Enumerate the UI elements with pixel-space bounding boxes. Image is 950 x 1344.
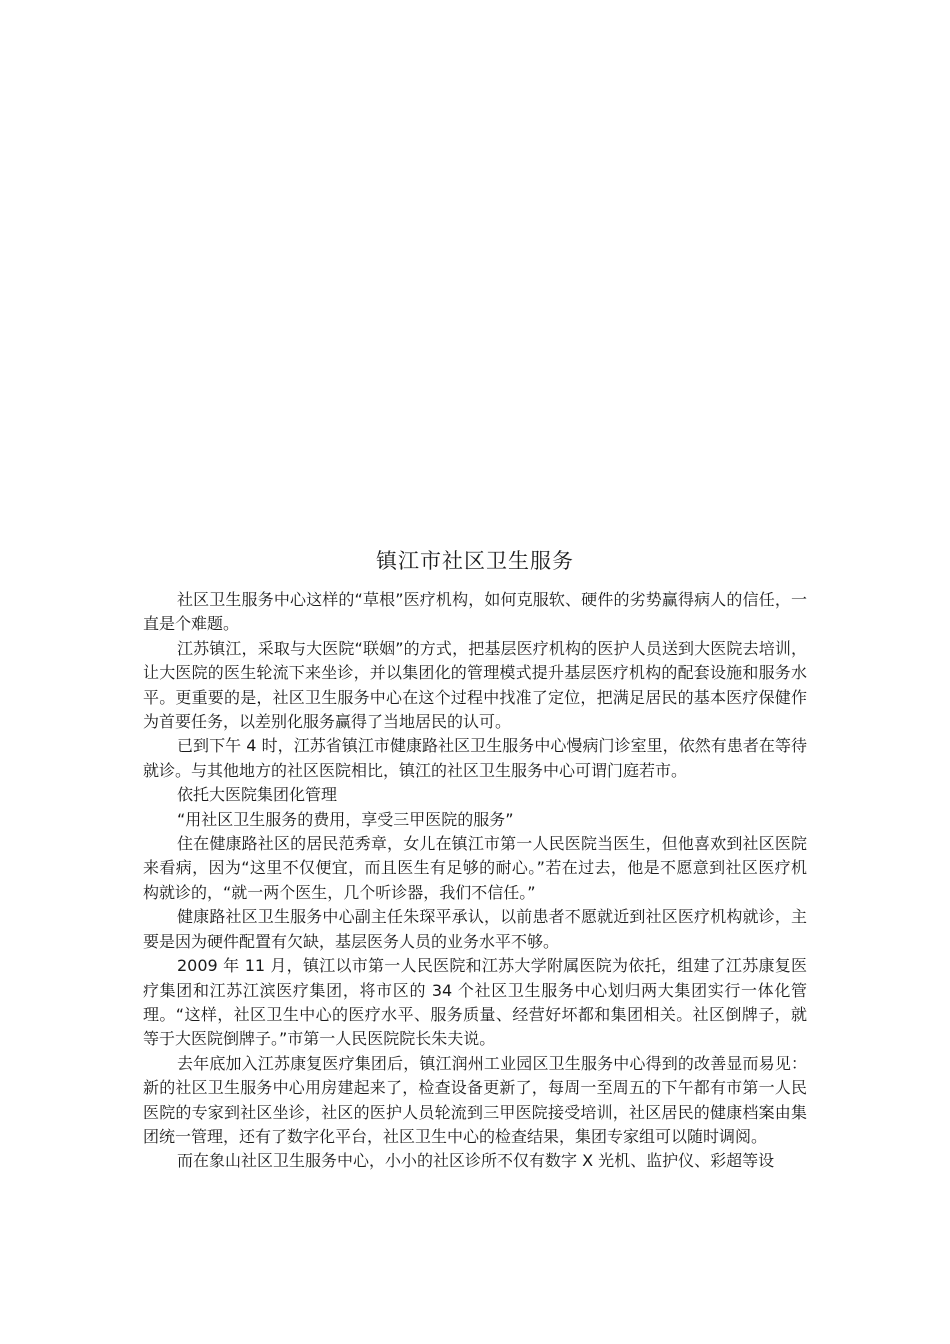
paragraph: 江苏镇江，采取与大医院“联姻”的方式，把基层医疗机构的医护人员送到大医院去培训，让大医院的医生轮流下来坐诊，并以集团化的管理模式提升基层医疗机构的配套设施和服务水平。更重要的是，社区卫生服务中心在这个过程中找准了定位，把满足居民的基本医疗保健作为首要任务，以差别化服务赢得了当地居民的认可。	[143, 638, 807, 732]
paragraph: 已到下午 4 时，江苏省镇江市健康路社区卫生服务中心慢病门诊室里，依然有患者在等待就诊。与其他地方的社区医院相比，镇江的社区卫生服务中心可谓门庭若市。	[143, 736, 807, 780]
paragraph: 健康路社区卫生服务中心副主任朱琛平承认，以前患者不愿就近到社区医疗机构就诊，主要是因为硬件配置有欠缺，基层医务人员的业务水平不够。	[143, 907, 807, 951]
section-heading: 依托大医院集团化管理	[177, 785, 338, 805]
paragraph: 而在象山社区卫生服务中心，小小的社区诊所不仅有数字 X 光机、监护仪、彩超等设	[177, 1151, 775, 1171]
paragraph: 2009 年 11 月，镇江以市第一人民医院和江苏大学附属医院为依托，组建了江苏康复医疗集团和江苏江滨医疗集团，将市区的 34 个社区卫生服务中心划归两大集团实行一体化管理。“这样，社区卫生中心的医疗水平、服务质量、经营好坏都和集团相关。社区倒牌子，就等于大医院倒牌子。”市第一人民医院院长朱夫说。	[143, 956, 807, 1049]
document-title: 镇江市社区卫生服务	[376, 549, 574, 573]
paragraph: 去年底加入江苏康复医疗集团后，镇江润州工业园区卫生服务中心得到的改善显而易见：新的社区卫生服务中心用房建起来了，检查设备更新了，每周一至周五的下午都有市第一人民医院的专家到社区坐诊，社区的医护人员轮流到三甲医院接受培训，社区居民的健康档案由集团统一管理，还有了数字化平台，社区卫生中心的检查结果，集团专家组可以随时调阅。	[143, 1053, 807, 1146]
document-body	[143, 588, 807, 1174]
paragraph: 住在健康路社区的居民范秀章，女儿在镇江市第一人民医院当医生，但他喜欢到社区医院来看病，因为“这里不仅便宜，而且医生有足够的耐心。”若在过去，他是不愿意到社区医疗机构就诊的，“就一两个医生，几个听诊器，我们不信任。”	[143, 834, 807, 902]
paragraph: 社区卫生服务中心这样的“草根”医疗机构，如何克服软、硬件的劣势赢得病人的信任，一直是个难题。	[143, 590, 807, 634]
section-subheading: “用社区卫生服务的费用，享受三甲医院的服务”	[177, 809, 514, 829]
